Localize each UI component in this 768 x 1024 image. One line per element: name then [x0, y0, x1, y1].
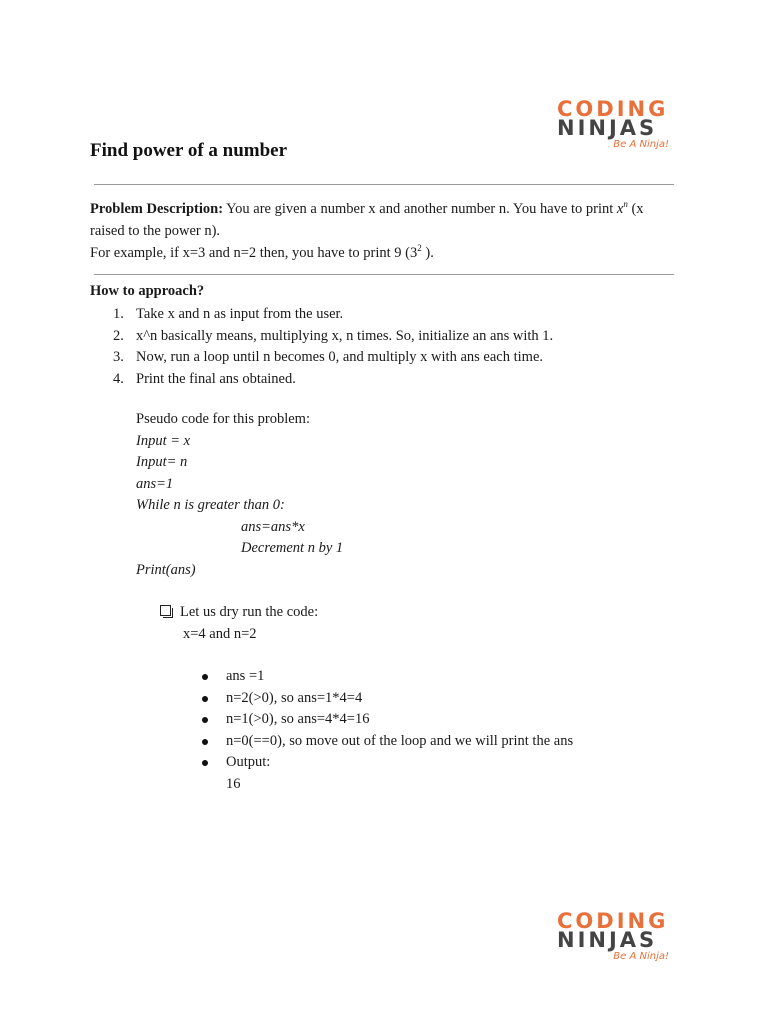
- problem-description: [90, 193, 680, 242]
- step-text: x^n basically means, multiplying x, n times. So, initialize an ans with 1.: [136, 327, 554, 344]
- bullet-icon: [202, 717, 208, 723]
- example-text-tail: ).: [421, 245, 434, 261]
- approach-heading: How to approach?: [90, 283, 205, 299]
- checkbox-bullet-icon: [160, 605, 171, 616]
- problem-description-label: Problem Description:: [90, 201, 224, 217]
- math-base: x: [616, 201, 624, 217]
- logo-bottom: [557, 909, 675, 968]
- dry-run-section: [160, 602, 318, 645]
- step-text: Take x and n as input from the user.: [136, 306, 344, 322]
- pseudo-code-line: While n is greater than 0:: [136, 497, 285, 513]
- bullet-text: Output:: [226, 754, 271, 770]
- pseudo-code-line: Print(ans): [136, 561, 196, 578]
- bullet-text: n=1(>0), so ans=4*4=16: [226, 711, 370, 727]
- example-math-exponent: 2: [417, 243, 422, 253]
- bullet-icon: [202, 739, 208, 745]
- pseudo-code-line: ans=1: [136, 475, 174, 492]
- problem-description-text: You are given a number x and another number n. You have to print: [223, 201, 617, 217]
- list-item: [200, 731, 573, 753]
- bullet-icon: [202, 674, 208, 680]
- example-text: [90, 237, 680, 264]
- logo-word-ninjas: NINJAS: [557, 928, 658, 952]
- math-x-power-n: [617, 201, 628, 217]
- logo-tagline: Be A Ninja!: [613, 139, 669, 150]
- dry-run-lead-row: [160, 602, 318, 624]
- example-text-lead: For example, if x=3 and n=2 then, you have to print 9 (: [90, 245, 410, 261]
- page-title: Find power of a number: [90, 140, 288, 161]
- math-exponent: n: [623, 199, 628, 209]
- dry-run-inputs: x=4 and n=2: [183, 625, 257, 642]
- pseudo-code-line: Input= n: [136, 454, 188, 470]
- output-value: 16: [226, 775, 241, 792]
- step-text: Print the final ans obtained.: [136, 370, 296, 387]
- step-number: 2.: [113, 327, 124, 344]
- dry-run-steps: [200, 666, 573, 795]
- approach-steps: [90, 304, 553, 390]
- logo-tagline: Be A Ninja!: [613, 951, 669, 962]
- list-item: [90, 304, 553, 326]
- bullet-text: n=2(>0), so ans=1*4=4: [226, 689, 363, 706]
- math-3-squared: [410, 245, 422, 261]
- list-item: [200, 688, 573, 710]
- pseudo-code-intro: Pseudo code for this problem:: [136, 411, 310, 427]
- bullet-text: ans =1: [226, 668, 265, 684]
- bullet-icon: [202, 760, 208, 766]
- pseudo-code-line: Decrement n by 1: [241, 540, 344, 556]
- list-item: [90, 347, 553, 369]
- example-math-base: 3: [409, 245, 418, 261]
- dry-run-lead: Let us dry run the code:: [180, 604, 319, 620]
- pseudo-code-line: ans=ans*x: [241, 518, 305, 535]
- list-item: [200, 666, 573, 688]
- logo-word-coding: CODING: [557, 97, 669, 121]
- divider-bottom: [94, 274, 674, 275]
- problem-description-tail: (x raised to the power n).: [90, 201, 644, 239]
- logo-word-ninjas: NINJAS: [557, 116, 658, 140]
- step-number: 4.: [113, 370, 124, 387]
- pseudo-code-line: Input = x: [136, 432, 191, 449]
- step-text: Now, run a loop until n becomes 0, and multiply x with ans each time.: [136, 349, 543, 365]
- divider-top: [94, 184, 674, 185]
- list-item: [90, 369, 553, 391]
- step-number: 3.: [113, 349, 124, 365]
- step-number: 1.: [113, 306, 124, 322]
- list-item: [90, 326, 553, 348]
- bullet-text: n=0(==0), so move out of the loop and we will print the ans: [226, 732, 574, 749]
- logo-top: [557, 97, 675, 156]
- list-item: [200, 709, 573, 731]
- pseudo-code-block: [136, 409, 343, 581]
- bullet-icon: [202, 696, 208, 702]
- list-item: [200, 752, 573, 774]
- logo-word-coding: CODING: [557, 909, 669, 933]
